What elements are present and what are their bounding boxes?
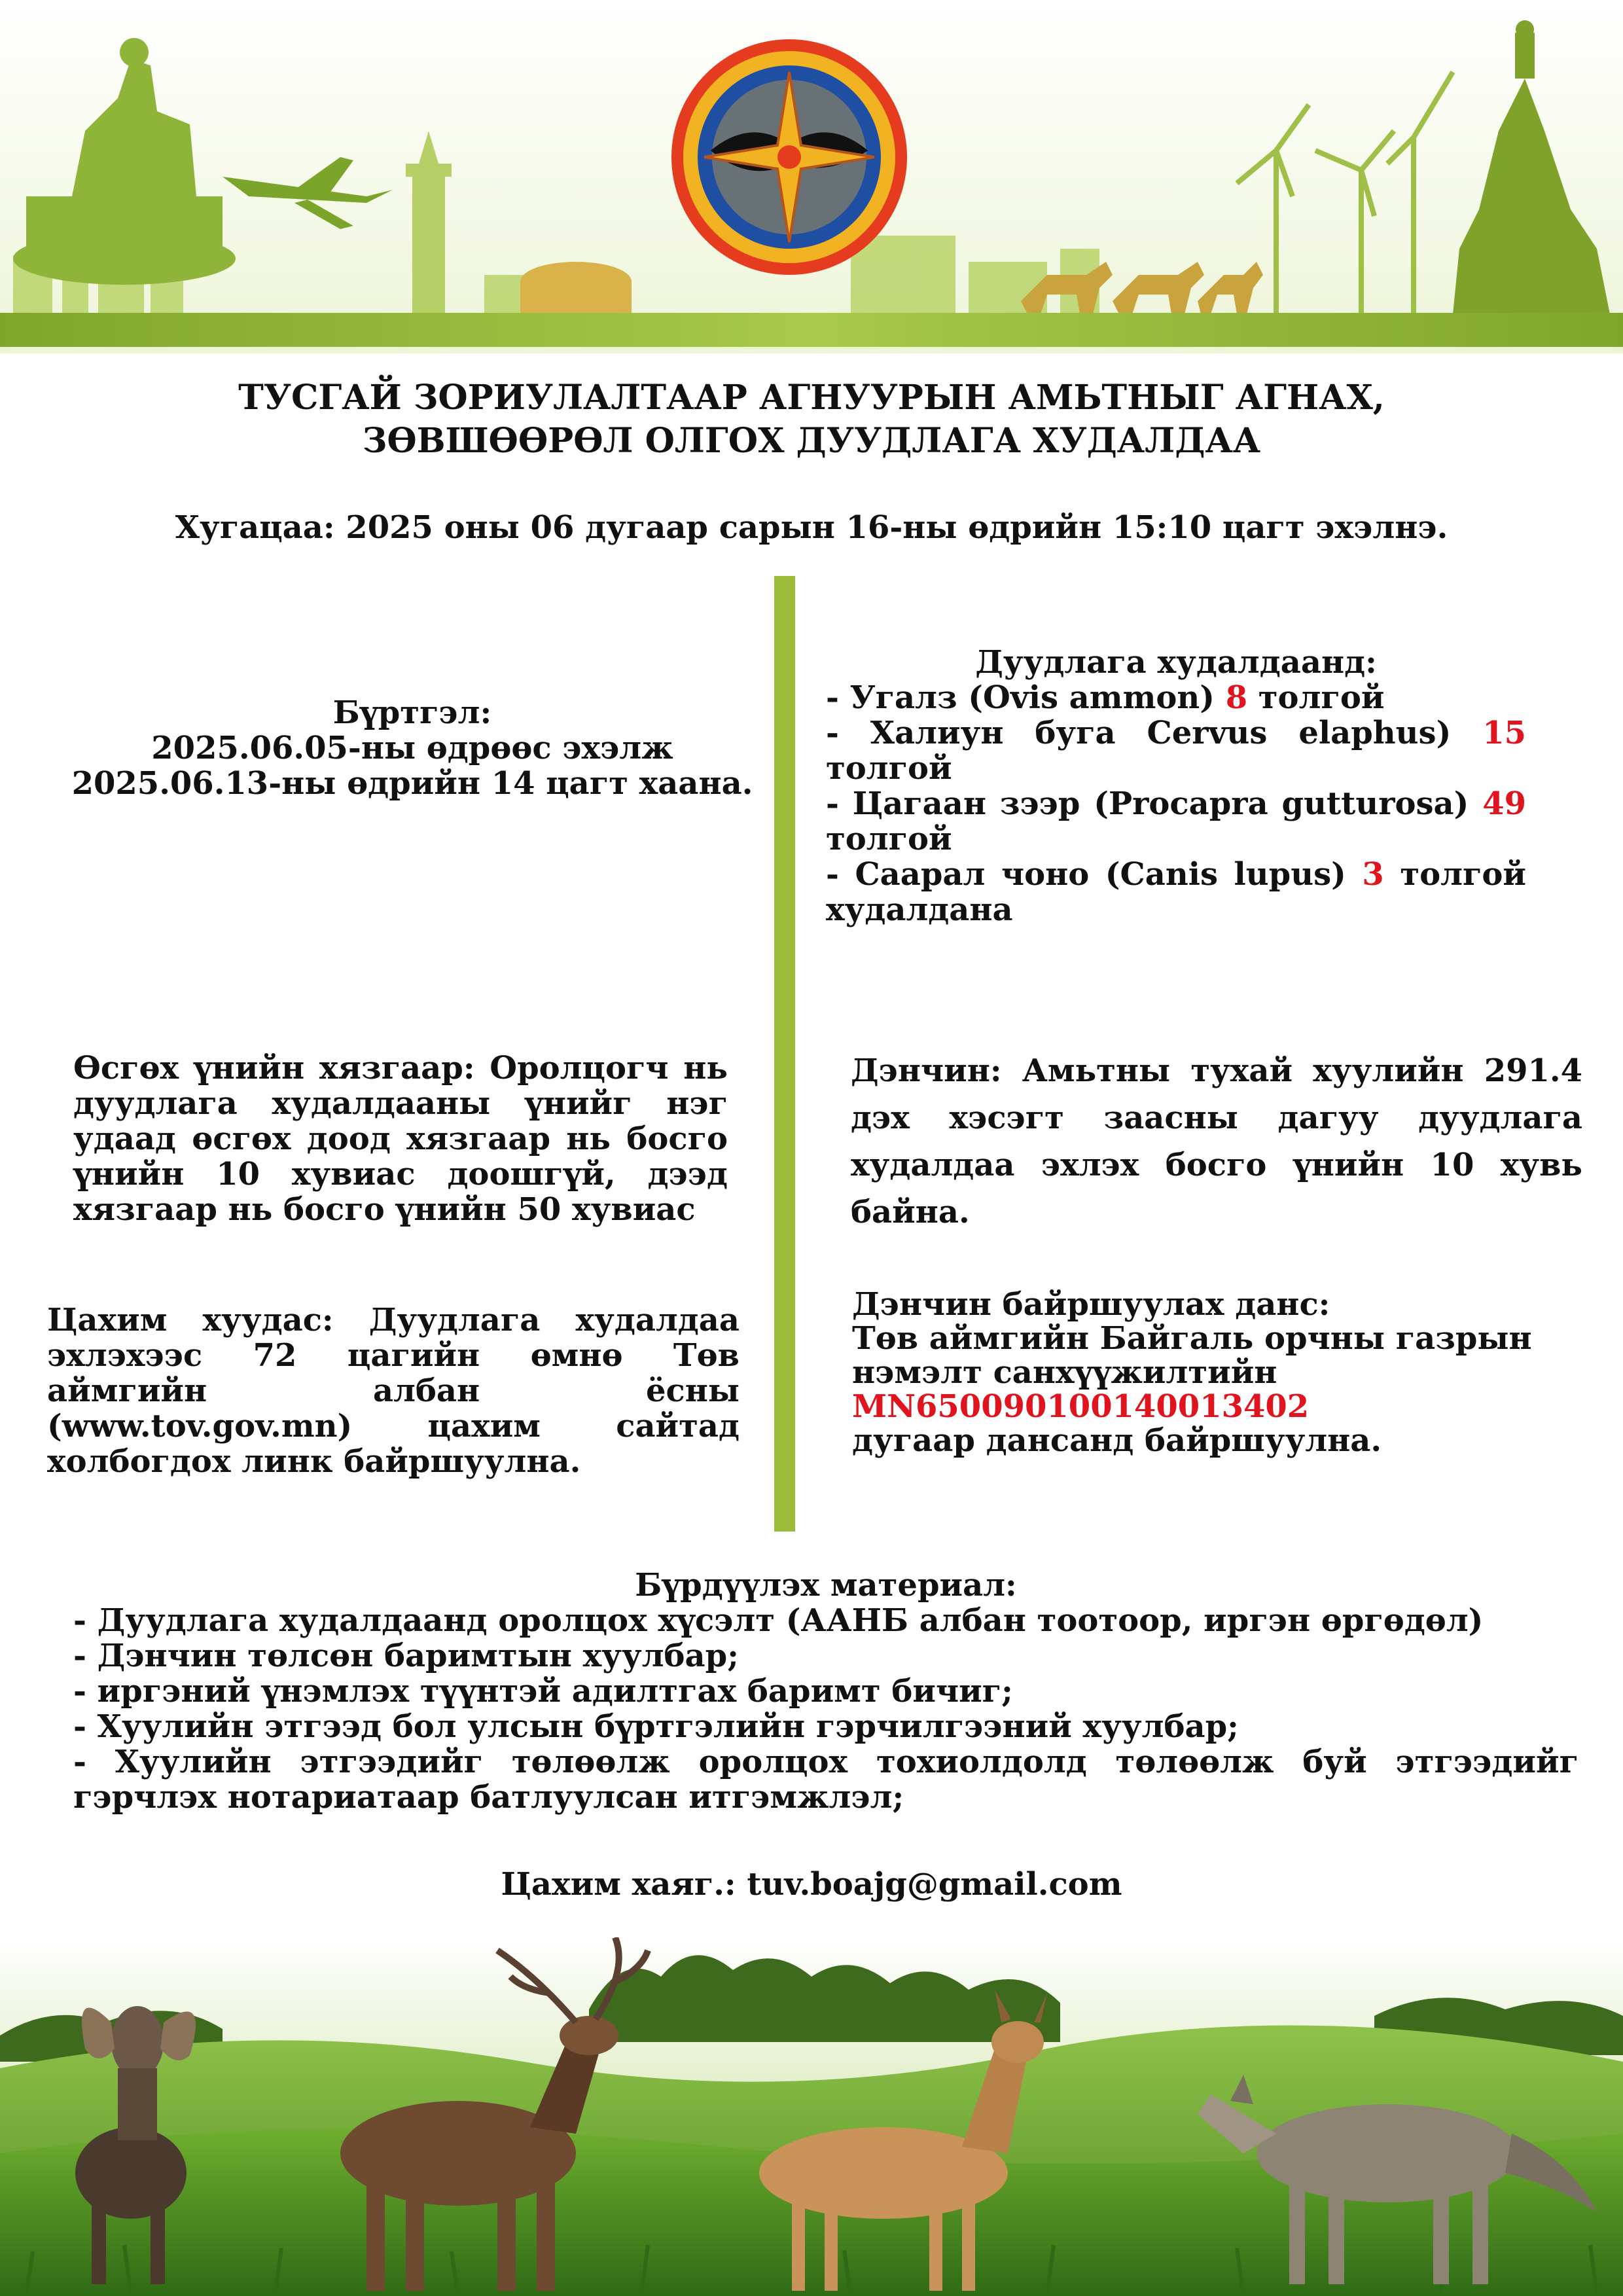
header-banner [0, 0, 1623, 353]
auction-heading: Дуудлага худалдаанд: [975, 644, 1377, 681]
materials-item: - Дуудлага худалдаанд оролцох хүсэлт (ААНБ албан тоотоор, иргэн өргөдөл) [73, 1602, 1484, 1639]
account-heading: Дэнчин байршуулах данс: [852, 1286, 1330, 1323]
deadline-text: Хугацаа: 2025 оны 06 дугаар сарын 16-ны өдрийн 15:10 цагт эхэлнэ. [175, 509, 1448, 546]
materials-item: - Хуулийн этгээдийг төлөөлж оролцох тохиолдолд төлөөлж буй этгээдийг гэрчлэх нотариатаар батлуулсан итгэмжлэл; [73, 1744, 1578, 1816]
footer-landscape [0, 1937, 1623, 2296]
materials-section [73, 1568, 1578, 1815]
auction-item: - Халиун буга Cervus elaphus) 15 толгой [826, 715, 1526, 787]
title-line-2: ЗӨВШӨӨРӨЛ ОЛГОХ ДУУДЛАГА ХУДАЛДАА [362, 421, 1261, 461]
registration-line-1: 2025.06.05-ны өдрөөс эхэлж [151, 730, 673, 766]
account-section [852, 1287, 1539, 1458]
raise-limit-text: Өсгөх үнийн хязгаар: Оролцогч нь дуудлага худалдааны үнийг нэг удаад өсгөх доод хязгаар нь босго үнийн 10 хувиас доошгүй, дээд хязгаар нь босго үнийн 50 хувиас [73, 1050, 728, 1228]
auction-count: 3 [1362, 856, 1384, 893]
materials-heading: Бүрдүүлэх материал: [635, 1567, 1017, 1604]
auction-section [826, 645, 1526, 927]
email-contact: Цахим хаяг.: tuv.boajg@gmail.com [501, 1866, 1122, 1903]
auction-item: - Цагаан зээр (Procapra gutturosa) 49 толгой [826, 785, 1526, 857]
registration-heading: Бүртгэл: [332, 694, 492, 731]
materials-item: - иргэний үнэмлэх түүнтэй адилтгах баримт бичиг; [73, 1673, 1013, 1710]
auction-count: 15 [1482, 715, 1526, 751]
registration-section [65, 695, 759, 801]
account-line-2: нэмэлт санхүүжилтийн [852, 1354, 1277, 1391]
materials-item: - Хуулийн этгээд бол улсын бүртгэлийн гэрчилгээний хуулбар; [73, 1708, 1239, 1745]
account-line-3: дугаар дансанд байршуулна. [852, 1422, 1382, 1459]
column-divider [774, 576, 795, 1532]
auction-count: 49 [1482, 785, 1526, 822]
page-title [0, 376, 1623, 463]
account-line-1: Төв аймгийн Байгаль орчны газрын [852, 1320, 1532, 1357]
materials-item: - Дэнчин төлсөн баримтын хуулбар; [73, 1638, 739, 1674]
auction-count: 8 [1225, 679, 1248, 716]
title-line-1: ТУСГАЙ ЗОРИУЛАЛТААР АГНУУРЫН АМЬТНЫГ АГНАХ, [238, 378, 1385, 418]
registration-line-2: 2025.06.13-ны өдрийн 14 цагт хаана. [71, 765, 753, 802]
deposit-text: Дэнчин: Амьтны тухай хуулийн 291.4 дэх хэсэгт заасны дагуу дуудлага худалдаа эхлэх босго үнийн 10 хувь байна. [851, 1052, 1582, 1230]
emblem-icon [671, 39, 907, 275]
website-text: Цахим хуудас: Дуудлага худалдаа эхлэхээс 72 цагийн өмнө Төв аймгийн албан ёсны (www.tov.gov.mn) цахим сайтад холбогдох линк байршуулна. [47, 1302, 740, 1480]
auction-item: - Угалз (Ovis ammon) 8 толгой [826, 679, 1385, 716]
building-icon [520, 262, 632, 314]
auction-item: - Саарал чоно (Canis lupus) 3 толгой худалдана [826, 856, 1526, 928]
account-number: MN650090100140013402 [852, 1388, 1310, 1425]
